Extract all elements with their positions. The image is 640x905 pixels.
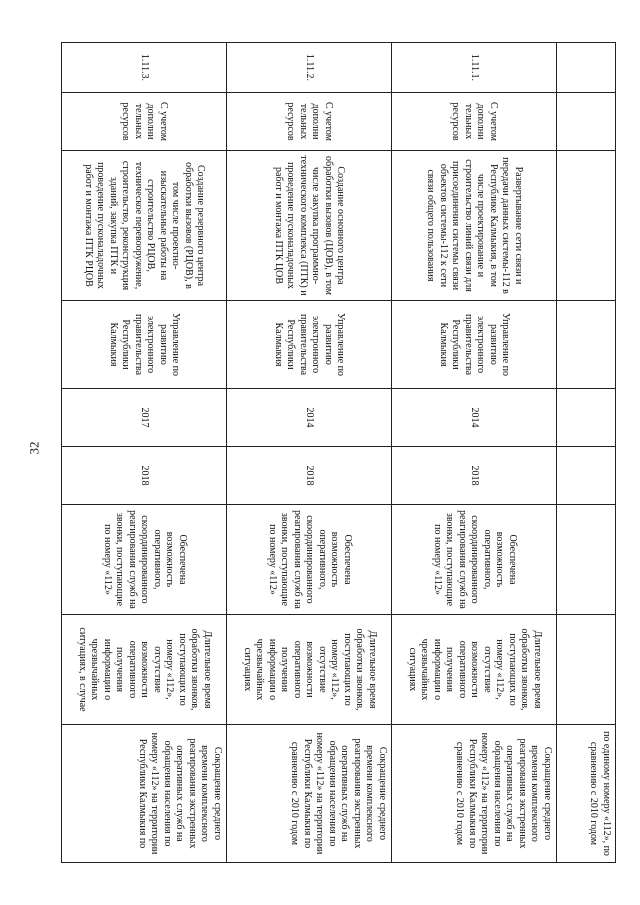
cell-executor: Управление по развитию электронного правительства Республики Калмыкия xyxy=(227,301,392,389)
cell-result: Сокращение среднего времени комплексного реагирования экстренных оперативных служб на обращения населения по номеру «112» на территории Республики Калмыкия по сравнению с 2010 годом xyxy=(392,725,557,863)
cell-number: 1.11.2. xyxy=(227,43,392,93)
cell-empty xyxy=(557,447,616,505)
cell-consequences: Длительное время обработки звонков, поступающих по номеру «112», отсутствие возможности оперативного получения информации о чрезвычайных ситуациях xyxy=(392,615,557,725)
cell-start-year: 2014 xyxy=(392,389,557,447)
cell-number: 1.11.1. xyxy=(392,43,557,93)
program-table xyxy=(61,42,616,863)
cell-end-year: 2018 xyxy=(62,447,227,505)
cell-empty xyxy=(557,93,616,151)
cell-start-year: 2017 xyxy=(62,389,227,447)
cell-empty xyxy=(557,43,616,93)
cell-empty xyxy=(557,389,616,447)
cell-source: С учетом дополни тельных ресурсов xyxy=(227,93,392,151)
cell-expected-result: Обеспечена возможность оперативного, скоординированного реагирования служб на звонки, поступающие по номеру «112» xyxy=(227,505,392,615)
table-row xyxy=(227,43,392,863)
rotated-table xyxy=(76,42,616,862)
cell-empty xyxy=(557,505,616,615)
cell-executor: Управление по развитию электронного правительства Республики Калмыкия xyxy=(62,301,227,389)
cell-result: Сокращение среднего времени комплексного реагирования экстренных оперативных служб на обращения населения по номеру «112» на территории Республики Калмыкия по xyxy=(62,725,227,863)
cell-activity: Создание резервного центра обработки вызовов (РЦОВ), в том числе проектно-изыскательные работы на строительство РЦОВ, техническое перевооружение, строительство, реконструкция зданий, закупка ПТК и проведение пусконаладочных работ и монтажа ПТК РЦОВ xyxy=(62,151,227,301)
cell-empty xyxy=(557,615,616,725)
cell-executor: Управление по развитию электронного правительства Республики Калмыкия xyxy=(392,301,557,389)
cell-end-year: 2018 xyxy=(227,447,392,505)
cell-expected-result: Обеспечена возможность оперативного, скоординированного реагирования служб на звонки, поступающие по номеру «112» xyxy=(392,505,557,615)
table-row xyxy=(392,43,557,863)
cell-source: С учетом дополни тельных ресурсов xyxy=(62,93,227,151)
cell-activity: Создание основного центра обработки вызовов (ЦОВ), в том числе закупка программно-технического комплекса (ПТК) и проведение пусконаладочных работ и монтажа ПТК ЦОВ xyxy=(227,151,392,301)
page-number: 32 xyxy=(26,441,42,455)
cell-consequences: Длительное время обработки звонков, поступающих по номеру «112», отсутствие возможности оперативного получения информации о чрезвычайных ситуациях, в случае xyxy=(62,615,227,725)
table-row xyxy=(62,43,227,863)
table-row-continuation xyxy=(557,43,616,863)
cell-consequences: Длительное время обработки звонков, поступающих по номеру «112», отсутствие возможности оперативного получения информации о чрезвычайных ситуациях xyxy=(227,615,392,725)
cell-start-year: 2014 xyxy=(227,389,392,447)
cell-activity: Развертывание сети связи и передачи данных системы-112 в Республике Калмыкия, в том числе проектирование и строительство линий связи для присоединения системы связи объектов системы-112 к сети связи общего пользования xyxy=(392,151,557,301)
cell-result: по единому номеру «112», по сравнению с 2010 годом xyxy=(557,725,616,863)
table-container xyxy=(76,42,616,862)
cell-end-year: 2018 xyxy=(392,447,557,505)
cell-empty xyxy=(557,151,616,301)
cell-source: С учетом дополни тельных ресурсов xyxy=(392,93,557,151)
cell-number: 1.11.3. xyxy=(62,43,227,93)
cell-result: Сокращение среднего времени комплексного реагирования экстренных оперативных служб на обращения населения по номеру «112» на территории Республики Калмыкия по сравнению с 2010 годом xyxy=(227,725,392,863)
cell-empty xyxy=(557,301,616,389)
cell-expected-result: Обеспечена возможность оперативного, скоординированного реагирования служб на звонки, поступающие по номеру «112» xyxy=(62,505,227,615)
